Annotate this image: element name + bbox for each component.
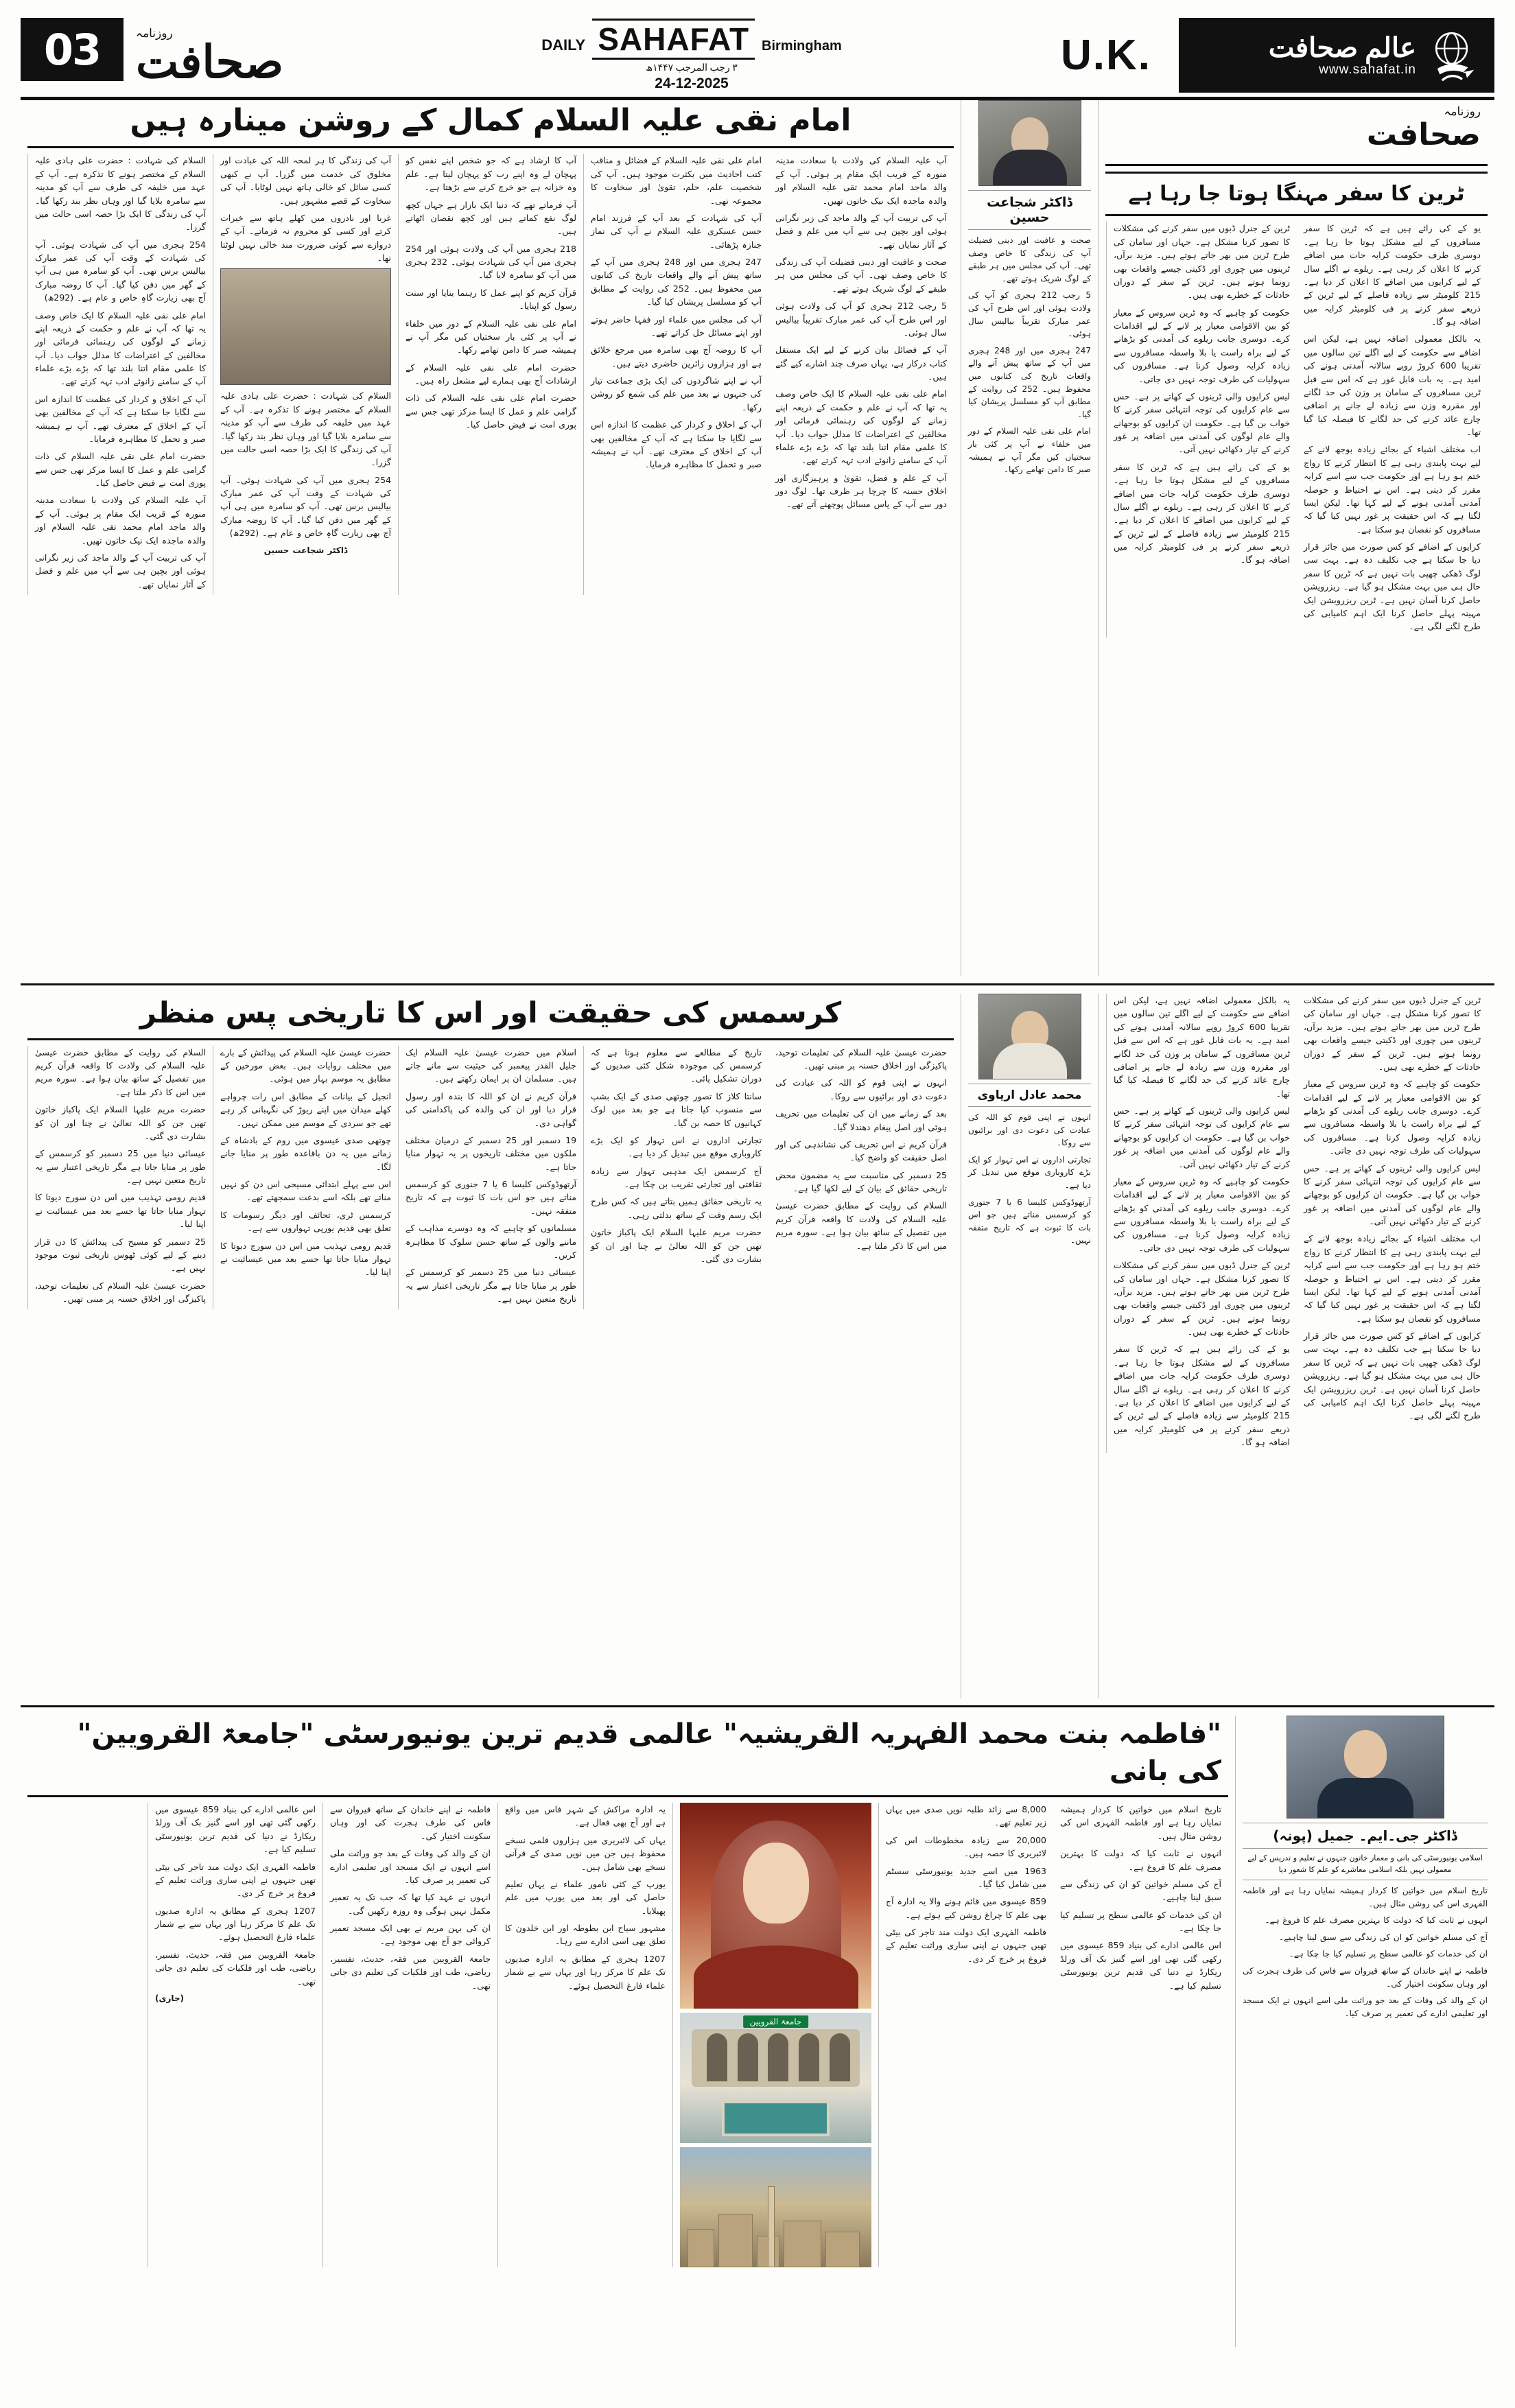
story2-block — [21, 994, 961, 1698]
editorial-cont-col-0 — [1297, 994, 1488, 1453]
masthead-brand-block — [1179, 18, 1494, 93]
editorial-para: کرایوں کے اضافے کو کس صورت میں جائز قرار دیا جا سکتا ہے جب تکلیف دہ ہے۔ بہت سی لوگ ڈھکی چھپی بات نہیں ہے کہ ٹرین کا سفر حال ہی میں بہت مشکل ہو گیا ہے۔ ریزرویشن حاصل کرنا آسان نہیں ہے۔ ٹرین ریزرویشن ایک مہینہ پہلے حاصل کرنا ایک اہم کامیابی کی طرح لگنے لگی ہے۔ — [1304, 1331, 1481, 1421]
story2-para: کرسمس ٹری، تحائف اور دیگر رسومات کا تعلق بھی قدیم یورپی تہواروں سے ہے۔ — [220, 1209, 392, 1234]
story1-para: آپ علیہ السلام کی ولادت با سعادت مدینہ منورہ کے قریب ایک مقام پر ہوئی۔ آپ کے والد ماجد امام محمد تقی علیہ السلام اور والدہ ماجدہ ایک نیک خاتون تھیں۔ — [35, 495, 207, 546]
story3-para: جامعۃ القرویین میں فقہ، حدیث، تفسیر، ریاضی، طب اور فلکیات کی تعلیم دی جاتی تھی۔ — [155, 1949, 316, 1987]
story1-para: 5 رجب 212 ہجری کو آپ کی ولادت ہوئی اور اس طرح آپ کی عمر مبارک تقریباً بیالیس سال ہوئی۔ — [968, 290, 1091, 339]
brandbox — [1105, 100, 1488, 159]
story1-para: 247 ہجری میں اور 248 ہجری میں آپ کے ساتھ پیش آنے والے واقعات تاریخ کی کتابوں میں محفوظ ہیں۔ 252 کی روایت کے مطابق آپ کو مسلسل پریشان کیا گیا۔ — [591, 257, 762, 307]
story1-para: امام علی نقی علیہ السلام کے دور میں خلفاء نے آپ پر کئی بار سختیاں کیں مگر آپ نے ہمیشہ صبر کا دامن تھامے رکھا۔ — [968, 426, 1091, 475]
story1-para: 254 ہجری میں آپ کی شہادت ہوئی۔ آپ کی شہادت کے وقت آپ کی عمر مبارک بیالیس برس تھی۔ آپ کو سامرہ میں ہی آپ کے گھر میں دفن کیا گیا۔ آپ کا روضہ مبارک آج بھی زیارت گاہِ خاص و عام ہے۔ (292ھ) — [220, 474, 392, 539]
editorial-cont-col-1 — [1106, 994, 1297, 1453]
story3-para: اس عالمی ادارے کی بنیاد 859 عیسوی میں رکھی گئی تھی اور اسے گنیز بک آف ورلڈ ریکارڈ نے دنیا کی قدیم ترین یونیورسٹی تسلیم کیا ہے۔ — [1060, 1940, 1221, 1991]
story1-para: امام علی نقی علیہ السلام کا ایک خاص وصف یہ تھا کہ آپ نے علم و حکمت کے ذریعہ اپنے زمانے کے لوگوں کی رہنمائی فرمائی اور مخالفین کے اعتراضات کا مدلل جواب دیا۔ آپ کا علمی مقام اتنا بلند تھا کہ بڑے بڑے علماء آپ کے سامنے زانوئے ادب تہہ کرتے تھے۔ — [35, 309, 207, 387]
story1-para: آپ کی زندگی کا ہر لمحہ اللہ کی عبادت اور مخلوق کی خدمت میں گزرا۔ آپ نے کبھی کسی سائل کو خالی ہاتھ نہیں لوٹایا۔ آپ کی سخاوت کے قصے مشہور ہیں۔ — [220, 155, 392, 206]
story1-col-1 — [583, 154, 768, 595]
masthead-website[interactable]: www.sahafat.in — [1319, 62, 1416, 77]
story2-para: السلام کی روایت کے مطابق حضرت عیسیٰ علیہ السلام کی ولادت کا واقعہ قرآن کریم میں تفصیل کے ساتھ بیان ہوا ہے۔ سورہ مریم میں اس کا ذکر ملتا ہے۔ — [35, 1047, 207, 1097]
editorial-para: یہ بالکل معمولی اضافہ نہیں ہے، لیکن اس اضافے سے حکومت کے لیے اگلے تین سالوں میں تقریبا 600 کروڑ روپے سالانہ آمدنی ہونے کی امید ہے۔ یہ بات قابل غور ہے کہ اس سے قبل ٹرین مسافروں کے سامان پر وزن کی حد لگانے اور مقررہ وزن سے زیادہ لے جانے پر اضافی چارج عائد کرنے کی حد لگانے کا فیصلہ کیا گیا تھا۔ — [1304, 334, 1481, 438]
story2-para: اسلام میں حضرت عیسیٰ علیہ السلام ایک جلیل القدر پیغمبر کی حیثیت سے مانے جاتے ہیں۔ مسلمان ان پر ایمان رکھتے ہیں۔ — [406, 1047, 577, 1084]
author-name-3: ڈاکٹر جی۔ایم۔ جمیل (پونہ) — [1273, 1827, 1457, 1844]
story2-para: حضرت مریم علیہا السلام ایک پاکباز خاتون تھیں جن کو اللہ تعالیٰ نے چنا اور ان کو بشارت دی گئی۔ — [35, 1104, 207, 1141]
story2-para: قدیم رومی تہذیب میں اس دن سورج دیوتا کا تہوار منایا جاتا تھا جسے بعد میں عیسائیت نے اپنا لیا۔ — [35, 1192, 207, 1230]
story3-para: اس عالمی ادارے کی بنیاد 859 عیسوی میں رکھی گئی تھی اور اسے گنیز بک آف ورلڈ ریکارڈ نے دنیا کی قدیم ترین یونیورسٹی تسلیم کیا ہے۔ — [155, 1804, 316, 1855]
story1-para: آپ علیہ السلام کی ولادت با سعادت مدینہ منورہ کے قریب ایک مقام پر ہوئی۔ آپ کے والد ماجد امام محمد تقی علیہ السلام اور والدہ ماجدہ ایک نیک خاتون تھیں۔ — [775, 155, 947, 206]
story2-para: حضرت عیسیٰ علیہ السلام کی پیدائش کے بارے میں مختلف روایات ہیں۔ بعض مورخین کے مطابق یہ موسم بہار میں ہوئی۔ — [220, 1047, 392, 1084]
masthead-daily-label: DAILY — [541, 36, 586, 54]
story1-para: آپ فرماتے تھے کہ دنیا ایک بازار ہے جہاں کچھ لوگ نفع کماتے ہیں اور کچھ نقصان اٹھاتے ہیں۔ — [406, 199, 577, 237]
story3-para: انہوں نے ثابت کیا کہ دولت کا بہترین مصرف علم کا فروغ ہے۔ — [1265, 1915, 1488, 1926]
masthead-center — [350, 18, 1033, 93]
story1-para: امام علی نقی علیہ السلام کے دور میں خلفاء نے آپ پر کئی بار سختیاں کیں مگر آپ نے ہمیشہ صبر کا دامن تھامے رکھا۔ — [406, 318, 577, 355]
masthead-urdu-logo-small: روزنامہ — [136, 27, 173, 40]
story3-block — [21, 1716, 1235, 2347]
story1-para: آپ کی تربیت آپ کے والد ماجد کی زیر نگرانی ہوئی اور بچپن ہی سے آپ میں علم و فضل کے آثار نمایاں تھے۔ — [35, 552, 207, 589]
story3-image-column — [672, 1803, 878, 2267]
section-middle — [21, 994, 1494, 1707]
story1-para: صحت و عافیت اور دینی فضیلت آپ کی زندگی کا خاص وصف تھی۔ آپ کی مجلس میں ہر طبقے کے لوگ شریک ہوتے تھے۔ — [968, 235, 1091, 283]
story3-para: 1207 ہجری کے مطابق یہ ادارہ صدیوں تک علم کا مرکز رہا اور یہاں سے بے شمار علماء فارغ التحصیل ہوئے۔ — [155, 1905, 316, 1943]
story1-signature: ڈاکٹر شجاعت حسین — [263, 545, 348, 555]
story2-para: انہوں نے اپنی قوم کو اللہ کی عبادت کی دعوت دی اور برائیوں سے روکا۔ — [968, 1112, 1091, 1148]
story3-para: ان کے والد کی وفات کے بعد جو وراثت ملی اسے انہوں نے ایک مسجد اور تعلیمی ادارے کی تعمیر پر صرف کیا۔ — [330, 1848, 491, 1885]
editorial-para: یو کے کی رائے ہیں ہے کہ ٹرین کا سفر مسافروں کے لیے مشکل ہوتا جا رہا ہے۔ دوسری طرف حکومت کرایہ جات میں اضافے کرنے کا اعلان کر رہی ہے۔ ریلوے نے اگلے سال کے لیے کرایوں میں اضافے کا اعلان کر دیا ہے۔ 215 کلومیٹر سے زیادہ فاصلے کے لیے ٹرین کے ذریعے سفر کرنے پر فی کلومیٹر کرایہ میں اضافہ ہو گا۔ — [1114, 461, 1290, 565]
editorial-para: اب مختلف اشیاء کے بجائے زیادہ بوجھ لانے کے لیے بہت پابندی رہی ہے کا انتظار کرنے کا رواج ختم ہو رہا ہے اور حکومت جب سے اسے کرایہ مقرر کر دیتی ہے۔ اس نے احتیاط و حوصلہ آمدنی آمدنی ہونے کے لیے کہا تھا۔ لیکن ایسا لگتا ہے کہ اس حقیقت پر غور نہیں کیا گیا کہ مسافروں کو نقصان ہو سکتا ہے۔ — [1304, 444, 1481, 535]
story2-headline: کرسمس کی حقیقت اور اس کا تاریخی پس منظر — [139, 996, 842, 1029]
editorial-para: لیس کرایوں والی ٹرینوں کے کھاتے پر ہے۔ حس سے عام کرایوں کی توجہ انتہائی سفر کرنے کا خواب بن گیا ہے۔ حکومت ان کرایوں کو بوجھانے والے عام لوگوں کی آمدنی میں اضافہ پر غور کرنے کے تیار دکھائی نہیں آتی۔ — [1114, 390, 1290, 455]
globe-icon — [1424, 26, 1483, 85]
story1-para: 247 ہجری میں اور 248 ہجری میں آپ کے ساتھ پیش آنے والے واقعات تاریخ کی کتابوں میں محفوظ ہیں۔ 252 کی روایت کے مطابق آپ کو مسلسل پریشان کیا گیا۔ — [968, 345, 1092, 419]
story3-col-4 — [148, 1803, 322, 2267]
illustration-qarawiyyin-courtyard — [680, 2013, 871, 2143]
author-box-1 — [968, 100, 1091, 230]
story1-para: آپ کا ارشاد ہے کہ جو شخص اپنے نفس کو پہچان لے وہ اپنے رب کو پہچان لیتا ہے۔ علم وہ خزانہ ہے جو خرچ کرنے سے بڑھتا ہے۔ — [406, 155, 577, 193]
story1-author-block — [961, 100, 1098, 977]
story3-para: تاریخ اسلام میں خواتین کا کردار ہمیشہ نمایاں رہا ہے اور فاطمہ الفہری اس کی روشن مثال ہیں۔ — [1060, 1804, 1221, 1841]
story2-para: تجارتی اداروں نے اس تہوار کو ایک بڑے کاروباری موقع میں تبدیل کر دیا ہے۔ — [968, 1154, 1091, 1190]
story3-headline: "فاطمہ بنت محمد الفہریہ القریشیہ" عالمی قدیم ترین یونیورسٹی "جامعۃ القرویین" کی بانی — [77, 1718, 1221, 1787]
story3-para: 1963 میں اسے جدید یونیورسٹی سسٹم میں شامل کیا گیا۔ — [886, 1865, 1046, 1889]
author-photo-1 — [978, 100, 1081, 186]
story3-para: آج کی مسلم خواتین کو ان کی زندگی سے سبق لینا چاہیے۔ — [1279, 1932, 1488, 1942]
story3-continued-note: (جاری) — [155, 1993, 185, 2003]
masthead-hijri-date: ۳ رجب المرجب ۱۴۴۷ھ — [646, 63, 738, 73]
masthead-paper-name: SAHAFAT — [592, 19, 755, 60]
story1-para: آپ کی مجلس میں علماء اور فقہا حاضر ہوتے اور اپنے مسائل حل کراتے تھے۔ — [591, 314, 762, 338]
editorial-para: حکومت کو چاہیے کہ وہ ٹرین سروس کے معیار کو بین الاقوامی معیار پر لانے کے لیے اقدامات کرے۔ دوسری جانب ریلوے کی آمدنی کو بڑھانے کے لیے براہ راست یا بلا واسطہ مسافروں سے زیادہ کرایہ وصول کرنا ہے۔ مسافروں کی سہولیات کی طرف توجہ نہیں دی جاتی۔ — [1114, 1176, 1290, 1253]
story1-author-sidecol — [968, 234, 1091, 476]
story1-para: 218 ہجری میں آپ کی ولادت ہوئی اور 254 ہجری میں آپ کی شہادت ہوئی۔ 232 ہجری میں آپ کو سامرہ لایا گیا۔ — [406, 243, 577, 281]
story3-para: فاطمہ الفہری ایک دولت مند تاجر کی بیٹی تھیں جنہوں نے اپنی ساری وراثت تعلیم کے فروغ پر خرچ کر دی۔ — [886, 1927, 1046, 1964]
story3-para: 20,000 سے زیادہ مخطوطات اس کی لائبریری کا حصہ ہیں۔ — [886, 1834, 1046, 1859]
editorial-para: یو کے کی رائے ہیں ہے کہ ٹرین کا سفر مسافروں کے لیے مشکل ہوتا جا رہا ہے۔ دوسری طرف حکومت کرایہ جات میں اضافے کرنے کا اعلان کر رہی ہے۔ ریلوے نے اگلے سال کے لیے کرایوں میں اضافے کا اعلان کر دیا ہے۔ 215 کلومیٹر سے زیادہ فاصلے کے لیے ٹرین کے ذریعے سفر کرنے پر فی کلومیٹر کرایہ میں اضافہ ہو گا۔ — [1114, 1344, 1290, 1447]
story2-para: تاریخ کے مطالعے سے معلوم ہوتا ہے کہ کرسمس کی موجودہ شکل کئی صدیوں کے دوران تشکیل پائی۔ — [591, 1047, 762, 1084]
masthead-urdu-logo-big: صحافت — [136, 38, 284, 88]
masthead — [21, 18, 1494, 100]
editorial-para: یہ بالکل معمولی اضافہ نہیں ہے، لیکن اس اضافے سے حکومت کے لیے اگلے تین سالوں میں تقریبا 600 کروڑ روپے سالانہ آمدنی ہونے کی امید ہے۔ یہ بات قابل غور ہے کہ اس سے قبل ٹرین مسافروں کے سامان پر وزن کی حد لگانے اور مقررہ وزن سے زیادہ لے جانے پر اضافی چارج عائد کرنے کی حد لگانے کا فیصلہ کیا گیا تھا۔ — [1114, 995, 1291, 1099]
editorial-para: لیس کرایوں والی ٹرینوں کے کھاتے پر ہے۔ حس سے عام کرایوں کی توجہ انتہائی سفر کرنے کا خواب بن گیا ہے۔ حکومت ان کرایوں کو بوجھانے والے عام لوگوں کی آمدنی میں اضافہ پر غور کرنے کے تیار دکھائی نہیں آتی۔ — [1114, 1106, 1290, 1169]
story3-para: ان کی خدمات کو عالمی سطح پر تسلیم کیا جا چکا ہے۔ — [1289, 1949, 1488, 1959]
editorial-para: لیس کرایوں والی ٹرینوں کے کھاتے پر ہے۔ حس سے عام کرایوں کی توجہ انتہائی سفر کرنے کا خواب بن گیا ہے۔ حکومت ان کرایوں کو بوجھانے والے عام لوگوں کی آمدنی میں اضافہ پر غور کرنے کے تیار دکھائی نہیں آتی۔ — [1304, 1162, 1481, 1226]
story3-para: یہاں کی لائبریری میں ہزاروں قلمی نسخے محفوظ ہیں جن میں نویں صدی کے قرآنی نسخے بھی شامل ہیں۔ — [505, 1834, 666, 1872]
story2-para: قرآن کریم نے ان کو اللہ کا بندہ اور رسول قرار دیا اور ان کی والدہ کی پاکدامنی کی گواہی دی۔ — [406, 1090, 577, 1128]
story1-para: السلام کی شہادت : حضرت علی ہادی علیہ السلام کے مختصر ہونے کا تذکرہ ہے۔ آپ کے عہد میں خلیفہ کی طرف سے آپ کو مدینہ سے سامرہ بلایا گیا اور وہاں نظر بند رکھا گیا۔ آپ کی زندگی کا ایک بڑا حصہ اسی حالت میں گزرا۔ — [35, 155, 207, 233]
story3-para: 8,000 سے زائد طلبہ نویں صدی میں یہاں زیر تعلیم تھے۔ — [886, 1804, 1046, 1828]
story3-para: مشہور سیاح ابن بطوطہ اور ابن خلدون کا تعلق بھی اسی ادارے سے رہا۔ — [505, 1923, 666, 1947]
story2-col-1 — [583, 1046, 768, 1310]
story1-para: حضرت امام علی نقی علیہ السلام کی ذات گرامی علم و عمل کا ایسا مرکز تھی جس سے پوری امت نے فیض حاصل کیا۔ — [406, 393, 577, 430]
story1-para: صحت و عافیت اور دینی فضیلت آپ کی زندگی کا خاص وصف تھی۔ آپ کی مجلس میں ہر طبقے کے لوگ شریک ہوتے تھے۔ — [775, 257, 947, 294]
story1-para: آپ کی شہادت کے بعد آپ کے فرزند امام حسن عسکری علیہ السلام نے آپ کی نماز جنازہ پڑھائی۔ — [591, 212, 762, 250]
story1-para: 254 ہجری میں آپ کی شہادت ہوئی۔ آپ کی شہادت کے وقت آپ کی عمر مبارک بیالیس برس تھی۔ آپ کو سامرہ میں ہی آپ کے گھر میں دفن کیا گیا۔ آپ کا روضہ مبارک آج بھی زیارت گاہِ خاص و عام ہے۔ (292ھ) — [35, 239, 207, 303]
section-top — [21, 100, 1494, 985]
story1-para: قرآن کریم کو اپنے عمل کا رہنما بنایا اور سنت رسول کو اپنایا۔ — [406, 287, 577, 312]
story3-para: ان کے والد کی وفات کے بعد جو وراثت ملی اسے انہوں نے ایک مسجد اور تعلیمی ادارے کی تعمیر پر صرف کیا۔ — [1243, 1996, 1488, 2018]
story3-para: ان کی بہن مریم نے بھی ایک مسجد تعمیر کروائی جو آج بھی موجود ہے۔ — [330, 1923, 491, 1947]
editorial-block — [1098, 100, 1494, 977]
story2-para: السلام کی روایت کے مطابق حضرت عیسیٰ علیہ السلام کی ولادت کا واقعہ قرآن کریم میں تفصیل کے ساتھ بیان ہوا ہے۔ سورہ مریم میں اس کا ذکر ملتا ہے۔ — [775, 1200, 947, 1251]
brandbox-line2: صحافت — [1366, 117, 1481, 152]
story1-para: آپ نے اپنے شاگردوں کی ایک بڑی جماعت تیار کی جنہوں نے بعد میں علم کی شمع کو روشن رکھا۔ — [591, 375, 762, 412]
story1-para: آپ کے اخلاق و کردار کی عظمت کا اندازہ اس سے لگایا جا سکتا ہے کہ آپ کے مخالفین بھی آپ کے اخلاق کے معترف تھے۔ آپ نے ہمیشہ صبر و تحمل کا مظاہرہ فرمایا۔ — [591, 419, 762, 470]
story2-para: انجیل کے بیانات کے مطابق اس رات چرواہے کھلے میدان میں اپنے ریوڑ کی نگہبانی کر رہے تھے جو سردی کے موسم میں ممکن نہیں۔ — [220, 1090, 392, 1128]
story2-para: عیسائی دنیا میں 25 دسمبر کو کرسمس کے طور پر منایا جاتا ہے مگر تاریخی اعتبار سے یہ تاریخ متعین نہیں ہے۔ — [406, 1267, 577, 1305]
story2-para: آرتھوڈوکس کلیسا 6 یا 7 جنوری کو کرسمس مناتے ہیں جو اس بات کا ثبوت ہے کہ تاریخ متفقہ نہیں۔ — [968, 1197, 1091, 1246]
story3-para: 1207 ہجری کے مطابق یہ ادارہ صدیوں تک علم کا مرکز رہا اور یہاں سے بے شمار علماء فارغ التحصیل ہوئے۔ — [505, 1953, 666, 1991]
masthead-edition: U.K. — [1061, 32, 1151, 79]
story1-para: آپ کے اخلاق و کردار کی عظمت کا اندازہ اس سے لگایا جا سکتا ہے کہ آپ کے مخالفین بھی آپ کے اخلاق کے معترف تھے۔ آپ نے ہمیشہ صبر و تحمل کا مظاہرہ فرمایا۔ — [35, 393, 207, 444]
author-photo-2 — [978, 994, 1081, 1079]
story1-inset-image — [220, 268, 391, 385]
story2-para: قرآن کریم نے اس تحریف کی نشاندہی کی اور اصل حقیقت کو واضح کیا۔ — [775, 1138, 947, 1163]
story1-block — [21, 100, 961, 977]
courtyard-banner-label: جامعۃ القرویین — [743, 2015, 809, 2028]
story2-para: انہوں نے اپنی قوم کو اللہ کی عبادت کی دعوت دی اور برائیوں سے روکا۔ — [775, 1077, 947, 1101]
story2-para: قدیم رومی تہذیب میں اس دن سورج دیوتا کا تہوار منایا جاتا تھا جسے بعد میں عیسائیت نے اپنا لیا۔ — [220, 1240, 392, 1278]
story3-para: فاطمہ نے اپنے خاندان کے ساتھ قیروان سے فاس کی طرف ہجرت کی اور وہاں سکونت اختیار کی۔ — [1243, 1965, 1488, 1989]
story2-para: سانتا کلاز کا تصور چوتھی صدی کے ایک بشپ سے منسوب کیا جاتا ہے جو بعد میں لوک کہانیوں کا حصہ بن گیا۔ — [591, 1090, 762, 1128]
editorial-col-1 — [1106, 222, 1297, 637]
story2-para: آرتھوڈوکس کلیسا 6 یا 7 جنوری کو کرسمس مناتے ہیں جو اس بات کا ثبوت ہے کہ تاریخ متفقہ نہیں۔ — [406, 1179, 577, 1216]
story2-para: حضرت مریم علیہا السلام ایک پاکباز خاتون تھیں جن کو اللہ تعالیٰ نے چنا اور ان کو بشارت دی گئی۔ — [591, 1227, 762, 1264]
author-box-3 — [1243, 1716, 1488, 1880]
story1-para: امام علی نقی علیہ السلام کا ایک خاص وصف یہ تھا کہ آپ نے علم و حکمت کے ذریعہ اپنے زمانے کے لوگوں کی رہنمائی فرمائی اور مخالفین کے اعتراضات کا مدلل جواب دیا۔ آپ کا علمی مقام اتنا بلند تھا کہ بڑے بڑے علماء آپ کے سامنے زانوئے ادب تہہ کرتے تھے۔ — [775, 388, 947, 466]
story1-para: امام علی نقی علیہ السلام کے فضائل و مناقب کتب احادیث میں بکثرت موجود ہیں۔ آپ کی شخصیت علم، حلم، تقویٰ اور سخاوت کا مجموعہ تھی۔ — [591, 155, 762, 206]
story2-col-3 — [213, 1046, 398, 1310]
story2-author-sidecol — [968, 1111, 1091, 1247]
story1-para: غربا اور نادروں میں کھلے ہاتھ سے خیرات کرتے اور کسی کو محروم نہ فرماتے۔ آپ کے دروازے سے کوئی ضرورت مند خالی نہیں لوٹتا تھا۔ — [220, 212, 392, 264]
story3-col-3 — [322, 1803, 497, 2267]
editorial-para: ٹرین کے جنرل ڈبوں میں سفر کرنے کی مشکلات کا تصور کرنا مشکل ہے۔ جہاں اور سامان کی طرح ٹرین میں بھر جاتے ہوتے ہیں۔ مزید برآں، ٹرینوں میں چوری اور ڈکیتی جیسے واقعات بھی رونما ہوتے ہیں۔ ٹرین کے سفر کے دوران حادثات کے خطرے بھی ہیں۔ — [1304, 995, 1481, 1072]
illustration-old-city-fez — [680, 2147, 871, 2267]
story3-para: انہوں نے ثابت کیا کہ دولت کا بہترین مصرف علم کا فروغ ہے۔ — [1060, 1848, 1221, 1872]
story1-para: آپ کی تربیت آپ کے والد ماجد کی زیر نگرانی ہوئی اور بچپن ہی سے آپ میں علم و فضل کے آثار نمایاں تھے۔ — [775, 212, 947, 250]
story2-para: چوتھی صدی عیسوی میں روم کے بادشاہ کے زمانے میں یہ دن باقاعدہ طور پر منایا جانے لگا۔ — [220, 1134, 392, 1172]
illustration-fatima-portrait — [680, 1803, 871, 2009]
author-photo-3 — [1287, 1716, 1444, 1819]
story2-para: 19 دسمبر اور 25 دسمبر کے درمیان مختلف ملکوں میں مختلف تاریخوں پر یہ تہوار منایا جاتا ہے۔ — [406, 1134, 577, 1172]
story1-col-4 — [27, 154, 213, 595]
story2-para: تجارتی اداروں نے اس تہوار کو ایک بڑے کاروباری موقع میں تبدیل کر دیا ہے۔ — [591, 1134, 762, 1159]
story2-para: یہ تاریخی حقائق ہمیں بتاتے ہیں کہ کس طرح ایک رسم وقت کے ساتھ بدلتی رہی۔ — [591, 1196, 762, 1220]
editorial-para: ٹرین کے جنرل ڈبوں میں سفر کرنے کی مشکلات کا تصور کرنا مشکل ہے۔ جہاں اور سامان کی طرح ٹرین میں بھر جاتے ہوتے ہیں۔ مزید برآں، ٹرینوں میں چوری اور ڈکیتی جیسے واقعات بھی رونما ہوتے ہیں۔ ٹرین کے سفر کے دوران حادثات کے خطرے بھی ہیں۔ — [1114, 223, 1290, 301]
masthead-gregorian-date: 24-12-2025 — [655, 75, 729, 91]
story1-para: آپ کا روضہ آج بھی سامرہ میں مرجع خلائق ہے اور ہزاروں زائرین حاضری دیتے ہیں۔ — [591, 344, 762, 369]
story3-para: 859 عیسوی میں قائم ہونے والا یہ ادارہ آج بھی علم کا چراغ روشن کیے ہوئے ہے۔ — [886, 1896, 1046, 1920]
story3-para: فاطمہ الفہری ایک دولت مند تاجر کی بیٹی تھیں جنہوں نے اپنی ساری وراثت تعلیم کے فروغ پر خرچ کر دی۔ — [155, 1861, 316, 1899]
brandbox-line1: روزنامہ — [1444, 105, 1481, 119]
story2-para: عیسائی دنیا میں 25 دسمبر کو کرسمس کے طور پر منایا جاتا ہے مگر تاریخی اعتبار سے یہ تاریخ متعین نہیں ہے۔ — [35, 1148, 207, 1186]
page-number: 03 — [21, 18, 124, 81]
story2-para: 25 دسمبر کی مناسبت سے یہ مضمون محض تاریخی حقائق کے بیان کے لیے لکھا گیا ہے۔ — [775, 1169, 947, 1194]
story3-col-1 — [878, 1803, 1053, 2267]
masthead-urdu-logo — [124, 18, 350, 93]
story3-col-2 — [497, 1803, 672, 2267]
story3-author-block — [1235, 1716, 1494, 2347]
editorial-para: یو کے کی رائے ہیں ہے کہ ٹرین کا سفر مسافروں کے لیے مشکل ہوتا جا رہا ہے۔ دوسری طرف حکومت کرایہ جات میں اضافے کرنے کا اعلان کر رہی ہے۔ ریلوے نے اگلے سال کے لیے کرایوں میں اضافے کا اعلان کر دیا ہے۔ 215 کلومیٹر سے زیادہ فاصلے کے لیے ٹرین کے ذریعے سفر کرنے پر فی کلومیٹر کرایہ میں اضافہ ہو گا۔ — [1304, 223, 1481, 327]
story3-para: فاطمہ نے اپنے خاندان کے ساتھ قیروان سے فاس کی طرف ہجرت کی اور وہاں سکونت اختیار کی۔ — [330, 1804, 491, 1841]
story2-para: بعد کے زمانے میں ان کی تعلیمات میں تحریف ہوئی اور اصل پیغام دھندلا گیا۔ — [775, 1108, 947, 1132]
story3-para: آج کی مسلم خواتین کو ان کی زندگی سے سبق لینا چاہیے۔ — [1060, 1878, 1221, 1903]
story2-para: حضرت عیسیٰ علیہ السلام کی تعلیمات توحید، پاکیزگی اور اخلاق حسنہ پر مبنی تھیں۔ — [775, 1047, 947, 1071]
story1-para: آپ کے فضائل بیان کرنے کے لیے ایک مستقل کتاب درکار ہے، یہاں صرف چند اشارے کیے گئے ہیں۔ — [775, 344, 947, 382]
story1-col-3 — [213, 154, 398, 595]
story2-para: حضرت عیسیٰ علیہ السلام کی تعلیمات توحید، پاکیزگی اور اخلاق حسنہ پر مبنی تھیں۔ — [35, 1280, 207, 1305]
editorial-para: اب مختلف اشیاء کے بجائے زیادہ بوجھ لانے کے لیے بہت پابندی رہی ہے کا انتظار کرنے کا رواج ختم ہو رہا ہے اور حکومت جب سے اسے کرایہ مقرر کر دیتی ہے۔ اس نے احتیاط و حوصلہ آمدنی آمدنی ہونے کے لیے کہا تھا۔ لیکن ایسا لگتا ہے کہ اس حقیقت پر غور نہیں کیا گیا کہ مسافروں کو نقصان ہو سکتا ہے۔ — [1304, 1233, 1481, 1324]
story1-headline: امام نقی علیہ السلام کمال کے روشن مینارہ ہیں — [130, 103, 852, 138]
story2-para: آج کرسمس ایک مذہبی تہوار سے زیادہ ثقافتی اور تجارتی تقریب بن چکا ہے۔ — [591, 1165, 762, 1190]
author-name-1: ڈاکٹر شجاعت حسین — [987, 195, 1072, 225]
story3-para: یہ ادارہ مراکش کے شہر فاس میں واقع ہے اور آج بھی فعال ہے۔ — [505, 1804, 666, 1828]
story1-col-0 — [768, 154, 954, 595]
story2-para: 25 دسمبر کو مسیح کی پیدائش کا دن قرار دینے کے لیے کوئی ٹھوس تاریخی ثبوت موجود نہیں ہے۔ — [35, 1236, 207, 1274]
story2-col-4 — [27, 1046, 213, 1310]
story3-para: جامعۃ القرویین میں فقہ، حدیث، تفسیر، ریاضی، طب اور فلکیات کی تعلیم دی جاتی تھی۔ — [330, 1953, 491, 1991]
story1-para: 5 رجب 212 ہجری کو آپ کی ولادت ہوئی اور اس طرح آپ کی عمر مبارک تقریباً بیالیس سال ہوئی۔ — [775, 301, 947, 338]
section-bottom — [21, 1716, 1494, 2354]
author-name-2: محمد عادل اریاوی — [977, 1088, 1082, 1102]
author-box-2 — [968, 994, 1091, 1107]
author-sub-3: اسلامی یونیورسٹی کی بانی و معمار خاتون جنہوں نے تعلیم و تدریس کے لیے معمولی نہیں بلکہ اسلامی معاشرے کو علم کا شعور دیا — [1247, 1854, 1483, 1874]
story3-para: ان کی خدمات کو عالمی سطح پر تسلیم کیا جا چکا ہے۔ — [1060, 1909, 1221, 1933]
story1-para: حضرت امام علی نقی علیہ السلام کے ارشادات آج بھی ہمارے لیے مشعل راہ ہیں۔ — [406, 362, 577, 386]
story3-para: تاریخ اسلام میں خواتین کا کردار ہمیشہ نمایاں رہا ہے اور فاطمہ الفہری اس کی روشن مثال ہیں۔ — [1243, 1886, 1488, 1908]
story1-para: حضرت امام علی نقی علیہ السلام کی ذات گرامی علم و عمل کا ایسا مرکز تھی جس سے پوری امت نے فیض حاصل کیا۔ — [35, 451, 207, 489]
editorial-continued-block — [1098, 994, 1494, 1698]
story3-col-0 — [1053, 1803, 1228, 2267]
masthead-city: Birmingham — [762, 38, 842, 54]
editorial-para: ٹرین کے جنرل ڈبوں میں سفر کرنے کی مشکلات کا تصور کرنا مشکل ہے۔ جہاں اور سامان کی طرح ٹرین میں بھر جاتے ہوتے ہیں۔ مزید برآں، ٹرینوں میں چوری اور ڈکیتی جیسے واقعات بھی رونما ہوتے ہیں۔ ٹرین کے سفر کے دوران حادثات کے خطرے بھی ہیں۔ — [1114, 1260, 1290, 1337]
story3-author-sidecol — [1243, 1884, 1488, 2020]
story1-para: آپ کے علم و فضل، تقویٰ و پرہیزگاری اور اخلاق حسنہ کا چرچا ہر طرف تھا۔ لوگ دور دور سے آپ کے پاس مسائل پوچھنے آتے تھے۔ — [775, 472, 947, 510]
masthead-brand-urdu: عالم صحافت — [1268, 32, 1416, 63]
story1-para: السلام کی شہادت : حضرت علی ہادی علیہ السلام کے مختصر ہونے کا تذکرہ ہے۔ آپ کے عہد میں خلیفہ کی طرف سے آپ کو مدینہ سے سامرہ بلایا گیا اور وہاں نظر بند رکھا گیا۔ آپ کی زندگی کا ایک بڑا حصہ اسی حالت میں گزرا۔ — [220, 390, 392, 468]
editorial-para: کرایوں کے اضافے کو کس صورت میں جائز قرار دیا جا سکتا ہے جب تکلیف دہ ہے۔ بہت سی لوگ ڈھکی چھپی بات نہیں ہے کہ ٹرین کا سفر حال ہی میں بہت مشکل ہو گیا ہے۔ ریزرویشن حاصل کرنا آسان نہیں ہے۔ ٹرین ریزرویشن ایک مہینہ پہلے حاصل کرنا ایک اہم کامیابی کی طرح لگنے لگی ہے۔ — [1304, 541, 1481, 632]
story3-para: انہوں نے عہد کیا تھا کہ جب تک یہ تعمیر مکمل نہیں ہوگی وہ روزہ رکھیں گی۔ — [330, 1892, 491, 1916]
editorial-para: حکومت کو چاہیے کہ وہ ٹرین سروس کے معیار کو بین الاقوامی معیار پر لانے کے لیے اقدامات کرے۔ دوسری جانب ریلوے کی آمدنی کو بڑھانے کے لیے براہ راست یا بلا واسطہ مسافروں سے زیادہ کرایہ وصول کرنا ہے۔ مسافروں کی سہولیات کی طرف توجہ نہیں دی جاتی۔ — [1114, 307, 1290, 384]
story2-para: اس سے پہلے ابتدائی مسیحی اس دن کو نہیں مناتے تھے بلکہ اسے بدعت سمجھتے تھے۔ — [220, 1179, 392, 1203]
story2-col-0 — [768, 1046, 954, 1310]
editorial-title: ٹرین کا سفر مہنگا ہوتا جا رہا ہے — [1128, 182, 1465, 207]
story1-col-2 — [398, 154, 583, 595]
editorial-para: حکومت کو چاہیے کہ وہ ٹرین سروس کے معیار کو بین الاقوامی معیار پر لانے کے لیے اقدامات کرے۔ دوسری جانب ریلوے کی آمدنی کو بڑھانے کے لیے براہ راست یا بلا واسطہ مسافروں سے زیادہ کرایہ وصول کرنا ہے۔ مسافروں کی سہولیات کی طرف توجہ نہیں دی جاتی۔ — [1304, 1079, 1481, 1156]
story2-author-block — [961, 994, 1098, 1698]
story2-para: مسلمانوں کو چاہیے کہ وہ دوسرے مذاہب کے ماننے والوں کے ساتھ حسن سلوک کا مظاہرہ کریں۔ — [406, 1223, 577, 1260]
story2-col-2 — [398, 1046, 583, 1310]
editorial-col-0 — [1297, 222, 1488, 637]
story3-para: یورپ کے کئی نامور علماء نے یہاں تعلیم حاصل کی اور بعد میں یورپ میں علم پھیلایا۔ — [505, 1878, 666, 1916]
